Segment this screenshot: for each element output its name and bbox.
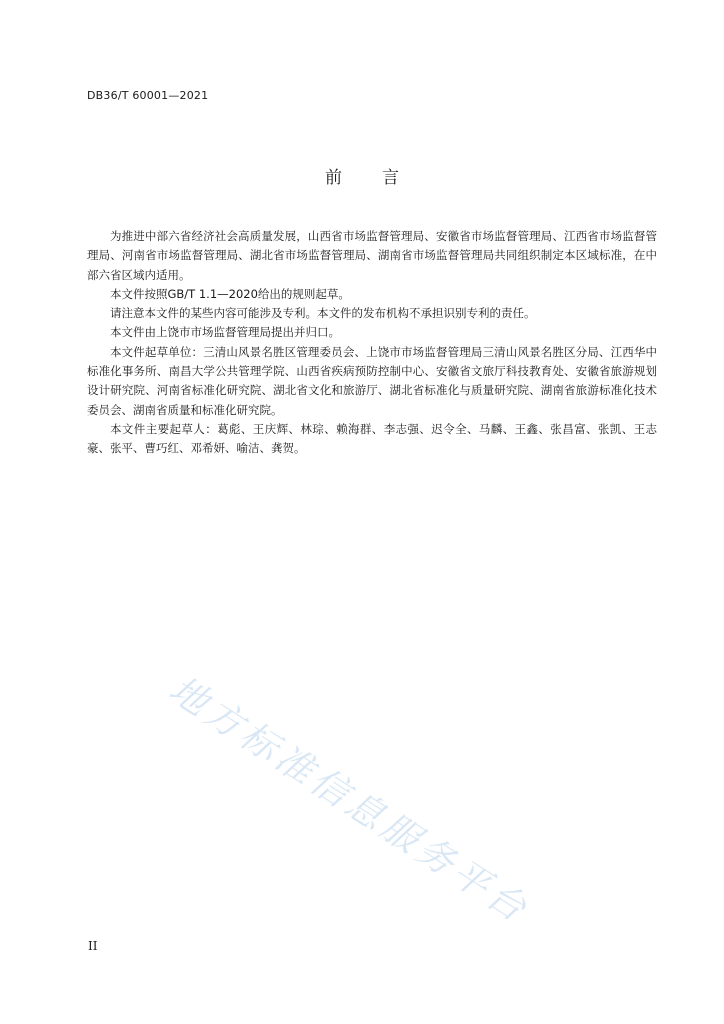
page-number: II	[88, 939, 98, 953]
paragraph-drafting-units: 本文件起草单位：三清山风景名胜区管理委员会、上饶市市场监督管理局三清山风景名胜区分局、江西华中标准化事务所、南昌大学公共管理学院、山西省疾病预防控制中心、安徽省文旅厅科技教育处、安徽省旅游规划设计研究院、河南省标准化研究院、湖北省文化和旅游厅、湖北省标准化与质量研究院、湖南省旅游标准化技术委员会、湖南省质量和标准化研究院。	[87, 344, 657, 417]
paragraph-drafting-rules: 本文件按照GB/T 1.1—2020给出的规则起草。	[110, 286, 350, 301]
paragraph-drafters: 本文件主要起草人：葛彪、王庆辉、林琮、赖海群、李志强、迟令全、马麟、王鑫、张昌富、张凯、王志豪、张平、曹巧红、邓希妍、喻洁、龚贺。	[87, 421, 657, 456]
paragraph-patent-notice: 请注意本文件的某些内容可能涉及专利。本文件的发布机构不承担识别专利的责任。	[110, 306, 536, 321]
watermark: 地方标准信息服务平台	[161, 667, 538, 933]
foreword-body	[87, 227, 657, 459]
paragraph-purpose: 为推进中部六省经济社会高质量发展，山西省市场监督管理局、安徽省市场监督管理局、江西省市场监督管理局、河南省市场监督管理局、湖北省市场监督管理局、湖南省市场监督管理局共同组织制定本区域标准，在中部六省区域内适用。	[87, 229, 657, 282]
page-title: 前言	[325, 168, 439, 188]
paragraph-proposer: 本文件由上饶市市场监督管理局提出并归口。	[110, 325, 340, 340]
document-code: DB36/T 60001—2021	[87, 89, 209, 102]
